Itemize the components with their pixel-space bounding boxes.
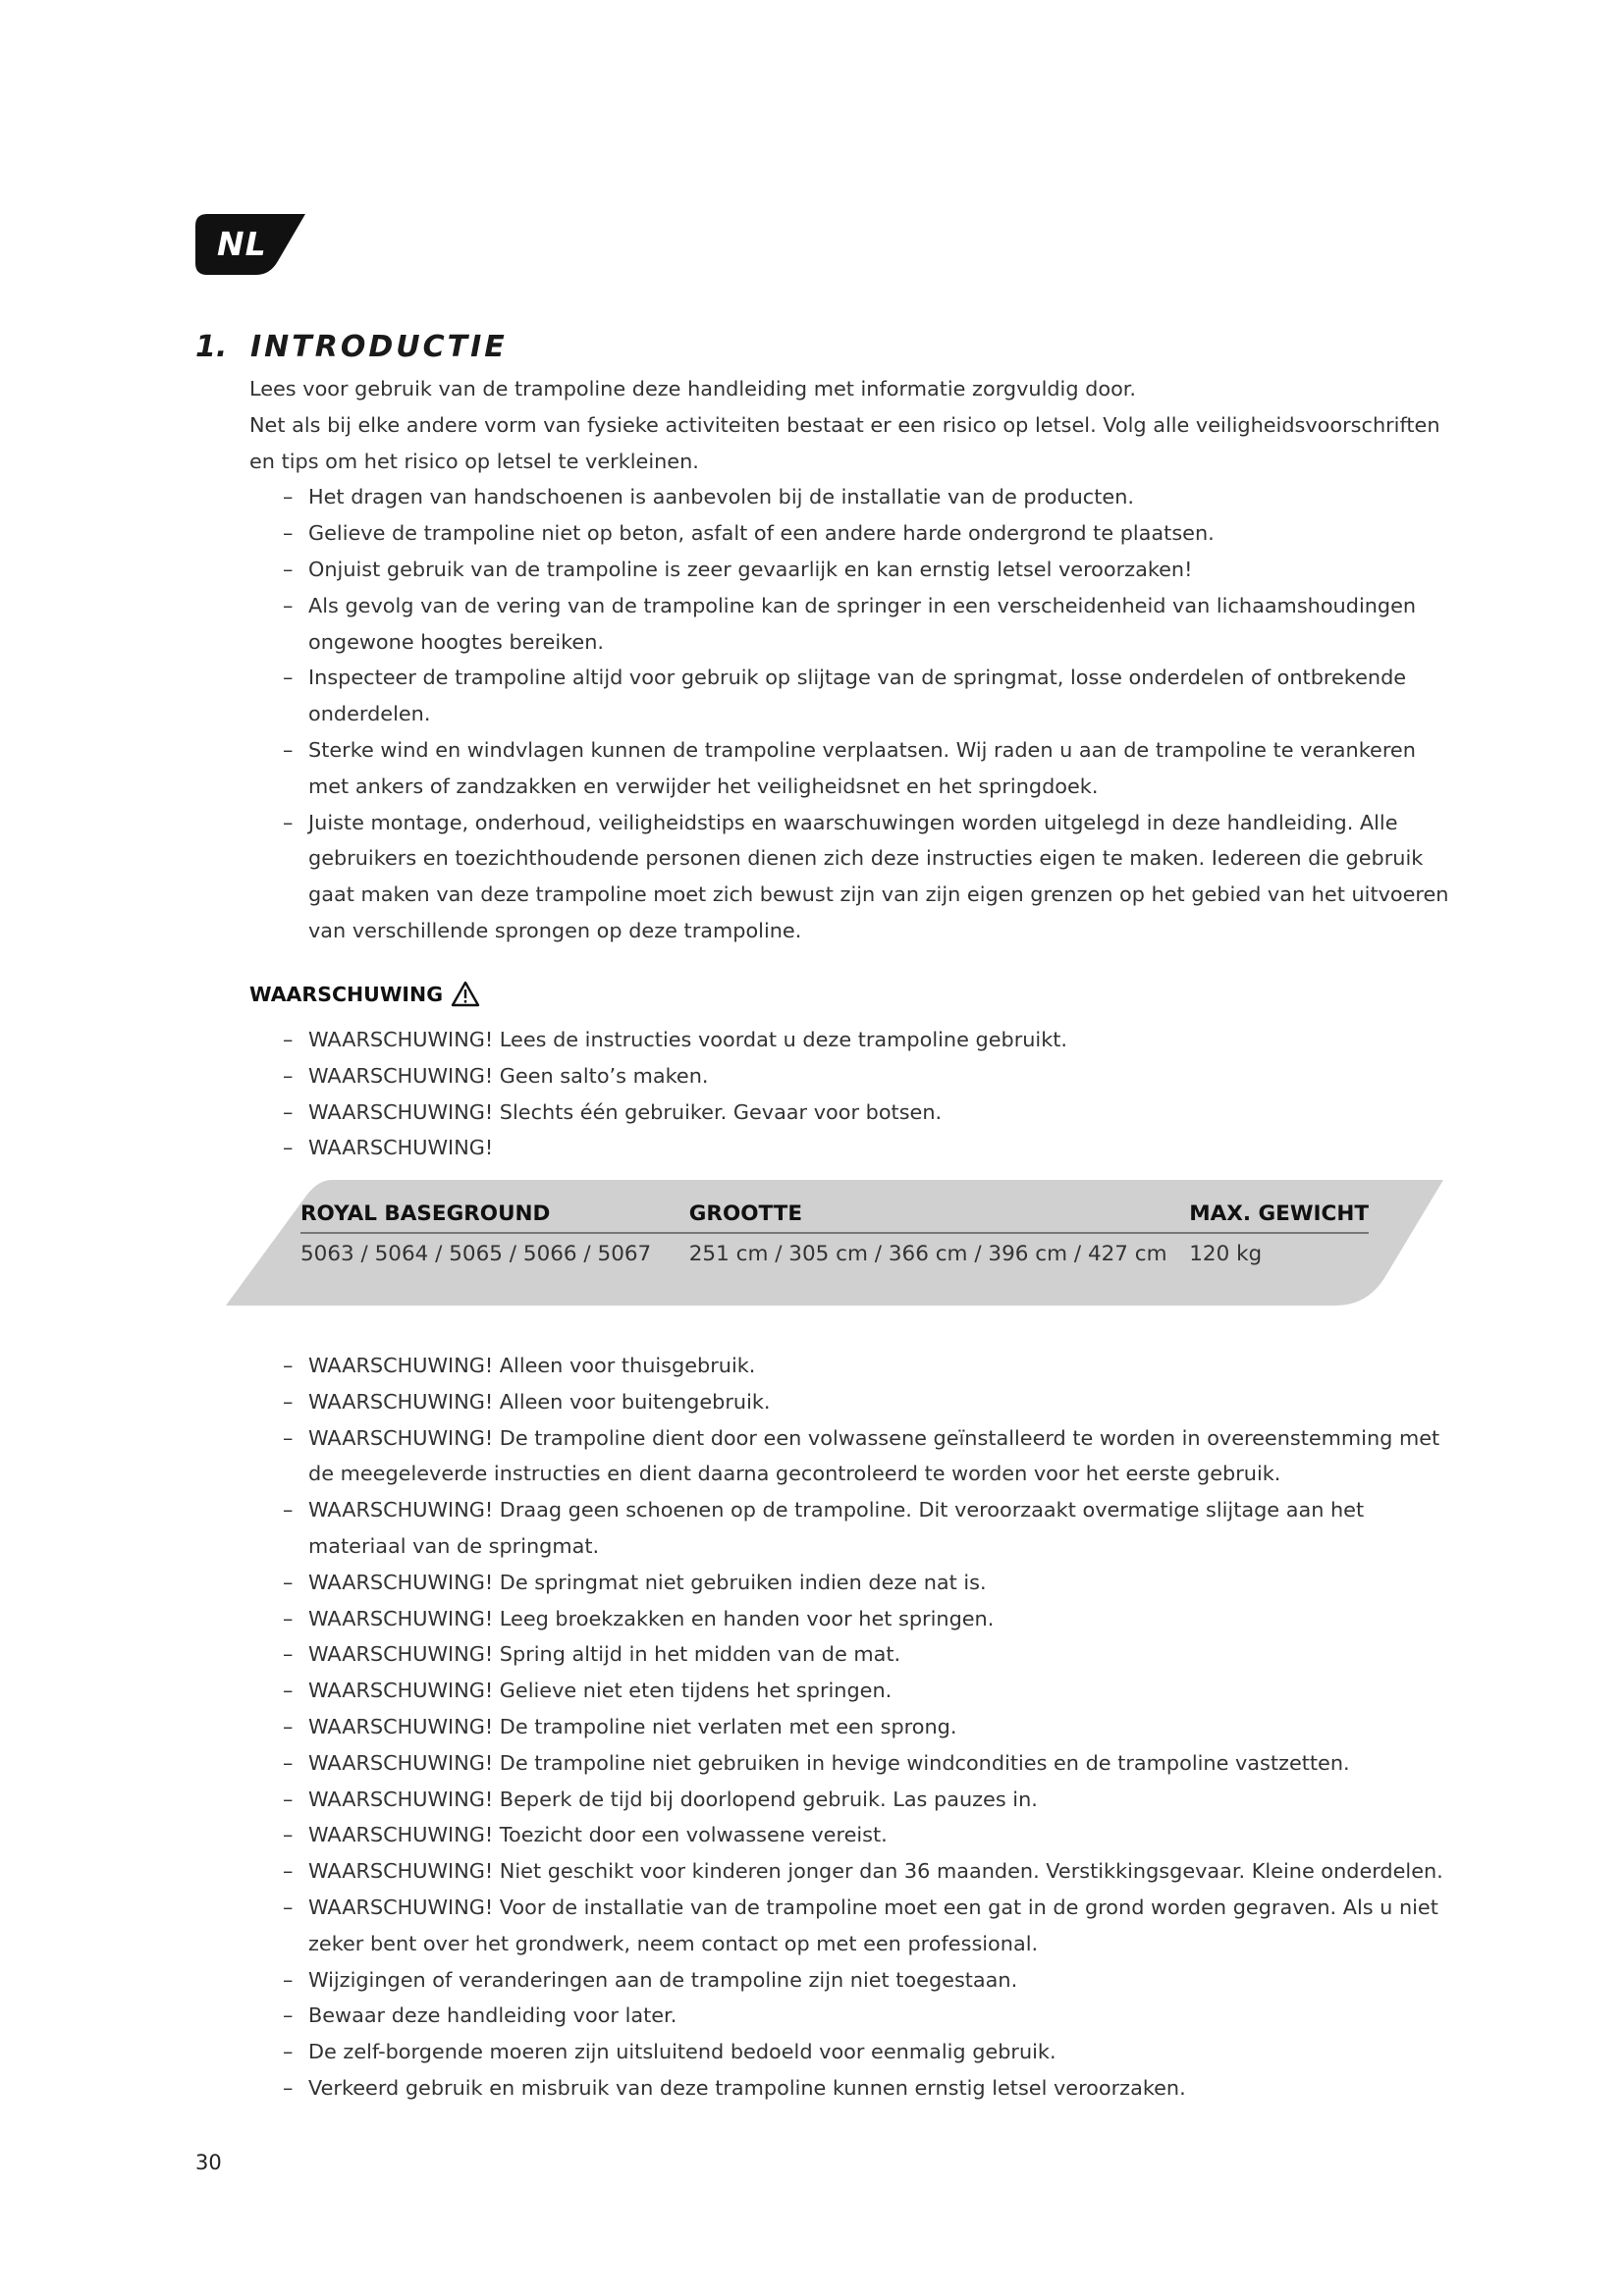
spec-cell-model: 5063 / 5064 / 5065 / 5066 / 5067 [300,1242,652,1266]
spec-table [300,1201,1369,1266]
spec-cell-size: 251 cm / 305 cm / 366 cm / 396 cm / 427 cm [688,1242,1167,1266]
language-badge-label: NL [217,225,267,263]
spec-table-header-row [300,1201,1369,1233]
warning-item: – WAARSCHUWING! Niet geschikt voor kinderen jonger dan 36 maanden. Verstikkingsgevaar. Kleine onderdelen. [267,1853,1453,1890]
intro-block [249,371,1453,949]
warning-item: – WAARSCHUWING! Lees de instructies voordat u deze trampoline gebruikt. [267,1022,1453,1058]
section-title: INTRODUCTIE [250,330,508,364]
spec-header-size: GROOTTE [689,1201,1189,1233]
warning-item: – WAARSCHUWING! De trampoline dient door een volwassene geïnstalleerd te worden in overeenstemming met de meegeleverde instructies en dient daarna gecontroleerd te worden voor het eerste gebruik. [267,1420,1453,1493]
intro-bullet: – Het dragen van handschoenen is aanbevolen bij de installatie van de producten. [267,479,1453,515]
warning-heading-label: WAARSCHUWING [249,983,444,1006]
notice-item: – Bewaar deze handleiding voor later. [267,1998,1453,2034]
intro-bullet: – Gelieve de trampoline niet op beton, asfalt of een andere harde ondergrond te plaatsen. [267,515,1453,552]
warning-item: – WAARSCHUWING! Slechts één gebruiker. Gevaar voor botsen. [267,1095,1453,1131]
warning-item: – WAARSCHUWING! De trampoline niet verlaten met een sprong. [267,1709,1453,1745]
intro-paragraph: Lees voor gebruik van de trampoline deze handleiding met informatie zorgvuldig door. [249,377,1137,400]
intro-bullet: – Inspecteer de trampoline altijd voor gebruik op slijtage van de springmat, losse onderdelen of ontbrekende onderdelen. [267,660,1453,732]
spec-cell-max-weight: 120 kg [1189,1242,1263,1266]
warning-list [249,1022,1453,1166]
intro-bullet: – Onjuist gebruik van de trampoline is zeer gevaarlijk en kan ernstig letsel veroorzaken! [267,552,1453,588]
warning-heading [249,981,480,1016]
notice-item: – Verkeerd gebruik en misbruik van deze trampoline kunnen ernstig letsel veroorzaken. [267,2070,1453,2107]
warning-triangle-icon [451,981,480,1007]
warning-item: – WAARSCHUWING! De springmat niet gebruiken indien deze nat is. [267,1565,1453,1601]
language-badge [195,214,305,275]
spec-band [226,1180,1443,1308]
warning-item: – WAARSCHUWING! [267,1130,1453,1166]
warning-item: – WAARSCHUWING! Spring altijd in het midden van de mat. [267,1636,1453,1673]
spec-header-model: ROYAL BASEGROUND [300,1201,689,1233]
intro-bullet: – Als gevolg van de vering van de trampoline kan de springer in een verscheidenheid van lichaamshoudingen ongewone hoogtes bereiken. [267,588,1453,661]
page-number: 30 [195,2151,222,2174]
warning-item: – WAARSCHUWING! De trampoline niet gebruiken in hevige windcondities en de trampoline vastzetten. [267,1745,1453,1782]
warning-item: – WAARSCHUWING! Beperk de tijd bij doorlopend gebruik. Las pauzes in. [267,1782,1453,1818]
warning-item: – WAARSCHUWING! Draag geen schoenen op de trampoline. Dit veroorzaakt overmatige slijtage aan het materiaal van de springmat. [267,1492,1453,1565]
warning-item: – WAARSCHUWING! Gelieve niet eten tijdens het springen. [267,1673,1453,1709]
section-heading [195,330,508,369]
spec-table-row [300,1233,1369,1266]
section-number: 1. [195,330,228,364]
notice-item: – Wijzigingen of veranderingen aan de trampoline zijn niet toegestaan. [267,1962,1453,1999]
notice-item: – De zelf-borgende moeren zijn uitsluitend bedoeld voor eenmalig gebruik. [267,2034,1453,2070]
warning-item: – WAARSCHUWING! Geen salto’s maken. [267,1058,1453,1095]
intro-bullet: – Sterke wind en windvlagen kunnen de trampoline verplaatsen. Wij raden u aan de trampoline te verankeren met ankers of zandzakken en verwijder het veiligheidsnet en het springdoek. [267,732,1453,805]
warning-list-continued [249,1348,1453,2107]
warning-item: – WAARSCHUWING! Alleen voor buitengebruik. [267,1384,1453,1420]
intro-bullet: – Juiste montage, onderhoud, veiligheidstips en waarschuwingen worden uitgelegd in deze handleiding. Alle gebruikers en toezichthoudende personen dienen zich deze instructies eigen te maken. Iedereen die gebruik gaat maken van deze trampoline moet zich bewust zijn van zijn eigen grenzen op het gebied van het uitvoeren van verschillende sprongen op deze trampoline. [267,805,1453,949]
warning-item: – WAARSCHUWING! Toezicht door een volwassene vereist. [267,1817,1453,1853]
warning-item: – WAARSCHUWING! Alleen voor thuisgebruik. [267,1348,1453,1384]
intro-paragraph: Net als bij elke andere vorm van fysieke activiteiten bestaat er een risico op letsel. Volg alle veiligheidsvoorschriften en tips om het risico op letsel te verkleinen. [249,412,1440,473]
warning-item: – WAARSCHUWING! Leeg broekzakken en handen voor het springen. [267,1601,1453,1637]
warning-item: – WAARSCHUWING! Voor de installatie van de trampoline moet een gat in de grond worden gegraven. Als u niet zeker bent over het grondwerk, neem contact op met een professional. [267,1890,1453,1962]
spec-header-max-weight: MAX. GEWICHT [1189,1201,1369,1233]
